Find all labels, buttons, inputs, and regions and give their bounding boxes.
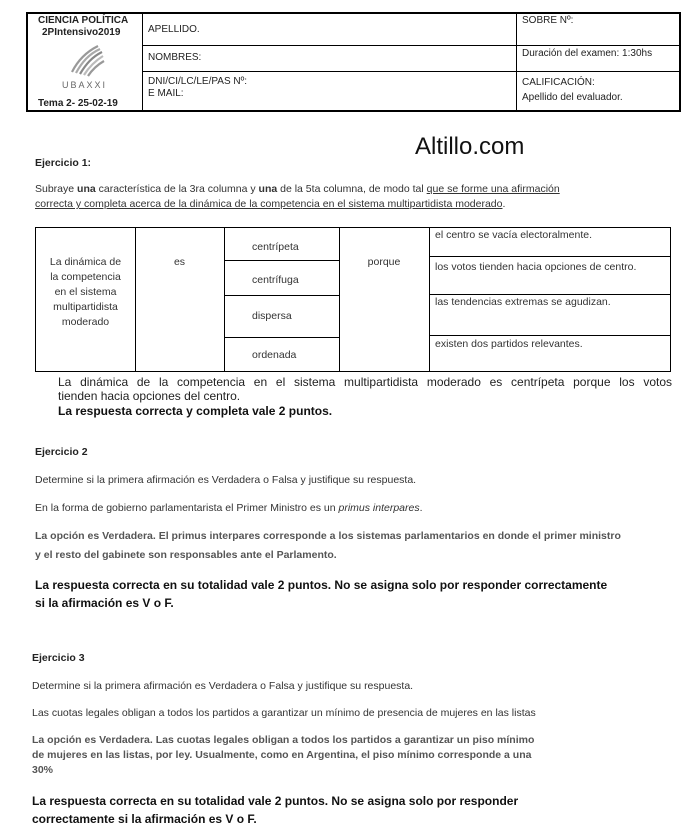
exam-date: Tema 2- 25-02-19 <box>38 98 118 109</box>
exercise-3-statement: Las cuotas legales obligan a todos los partidos a garantizar un mínimo de presencia de mujeres en las listas <box>32 707 536 719</box>
exercise-1-answer: La dinámica de la competencia en el sistema multipartidista moderado es centrípeta porque los votos tienden hacia opciones del centro. <box>58 375 672 403</box>
duration-label: Duración del examen: 1:30hs <box>522 48 653 59</box>
ubaxxi-logo <box>64 42 108 78</box>
exercise-1-title: Ejercicio 1: <box>35 157 92 169</box>
course-name: CIENCIA POLÍTICA <box>38 15 129 26</box>
logo-text: UBAXXI <box>62 80 108 90</box>
option-ordenada[interactable]: ordenada <box>252 349 297 361</box>
exercise-2-title: Ejercicio 2 <box>35 446 88 458</box>
exercise-2-score: La respuesta correcta en su totalidad vale 2 puntos. No se asigna solo por responder correctamente si la afirmación es V o F. <box>35 578 608 610</box>
course-code: 2PIntensivo2019 <box>42 27 121 38</box>
reason-3[interactable]: las tendencias extremas se agudizan. <box>435 296 611 308</box>
table-verb: es <box>173 256 186 268</box>
exercise-3-answer: La opción es Verdadera. Las cuotas legales obligan a todos los partidos a garantizar un piso mínimo de mujeres en las listas, por ley. Usualmente, como en Argentina, el piso mínimo corresponde a una 30% <box>32 734 535 776</box>
exercise-3-title: Ejercicio 3 <box>32 652 85 664</box>
header-divider <box>142 71 679 72</box>
option-centrifuga[interactable]: centrífuga <box>252 274 299 286</box>
email-field[interactable]: E MAIL: <box>148 88 184 99</box>
option-dispersa[interactable]: dispersa <box>252 310 292 322</box>
reason-1[interactable]: el centro se vacía electoralmente. <box>435 229 592 241</box>
exercise-2-statement: En la forma de gobierno parlamentarista el Primer Ministro es un primus interpares. <box>35 502 423 514</box>
dni-field[interactable]: DNI/CI/LC/LE/PAS Nº: <box>148 76 248 87</box>
header-divider <box>516 14 517 110</box>
exercise-1-table <box>35 227 671 372</box>
grade-field[interactable]: CALIFICACIÓN: <box>522 77 595 88</box>
table-subject: La dinámica de la competencia en el sistema multipartidista moderado <box>49 256 122 328</box>
reason-4[interactable]: existen dos partidos relevantes. <box>435 338 583 350</box>
exercise-2-instructions: Determine si la primera afirmación es Verdadera o Falsa y justifique su respuesta. <box>35 474 417 486</box>
exercise-1-instructions: Subraye una característica de la 3ra columna y una de la 5ta columna, de modo tal que se forme una afirmación correcta y completa acerca de la dinámica de la competencia en el sistema multipartidista moderado. <box>35 183 560 210</box>
exercise-1-score: La respuesta correcta y completa vale 2 puntos. <box>58 404 333 418</box>
evaluator-field[interactable]: Apellido del evaluador. <box>522 92 623 103</box>
exercise-3-score: La respuesta correcta en su totalidad vale 2 puntos. No se asigna solo por responder correctamente si la afirmación es V o F. <box>32 794 519 826</box>
watermark: Altillo.com <box>415 133 525 160</box>
header-divider <box>142 45 679 46</box>
option-centripeta[interactable]: centrípeta <box>252 241 299 253</box>
sobre-field[interactable]: SOBRE Nº: <box>522 15 574 26</box>
exam-header <box>26 12 681 112</box>
table-connector: porque <box>367 256 401 268</box>
header-divider <box>142 14 143 110</box>
exercise-2-answer: La opción es Verdadera. El primus interpares corresponde a los sistemas parlamentarios en donde el primer ministro y el resto del gabinete son responsables ante el Parlamento. <box>35 530 621 561</box>
nombres-field[interactable]: NOMBRES: <box>148 52 202 63</box>
apellido-field[interactable]: APELLIDO. <box>148 24 200 35</box>
reason-2[interactable]: los votos tienden hacia opciones de centro. <box>435 261 637 273</box>
exercise-3-instructions: Determine si la primera afirmación es Verdadera o Falsa y justifique su respuesta. <box>32 680 414 692</box>
